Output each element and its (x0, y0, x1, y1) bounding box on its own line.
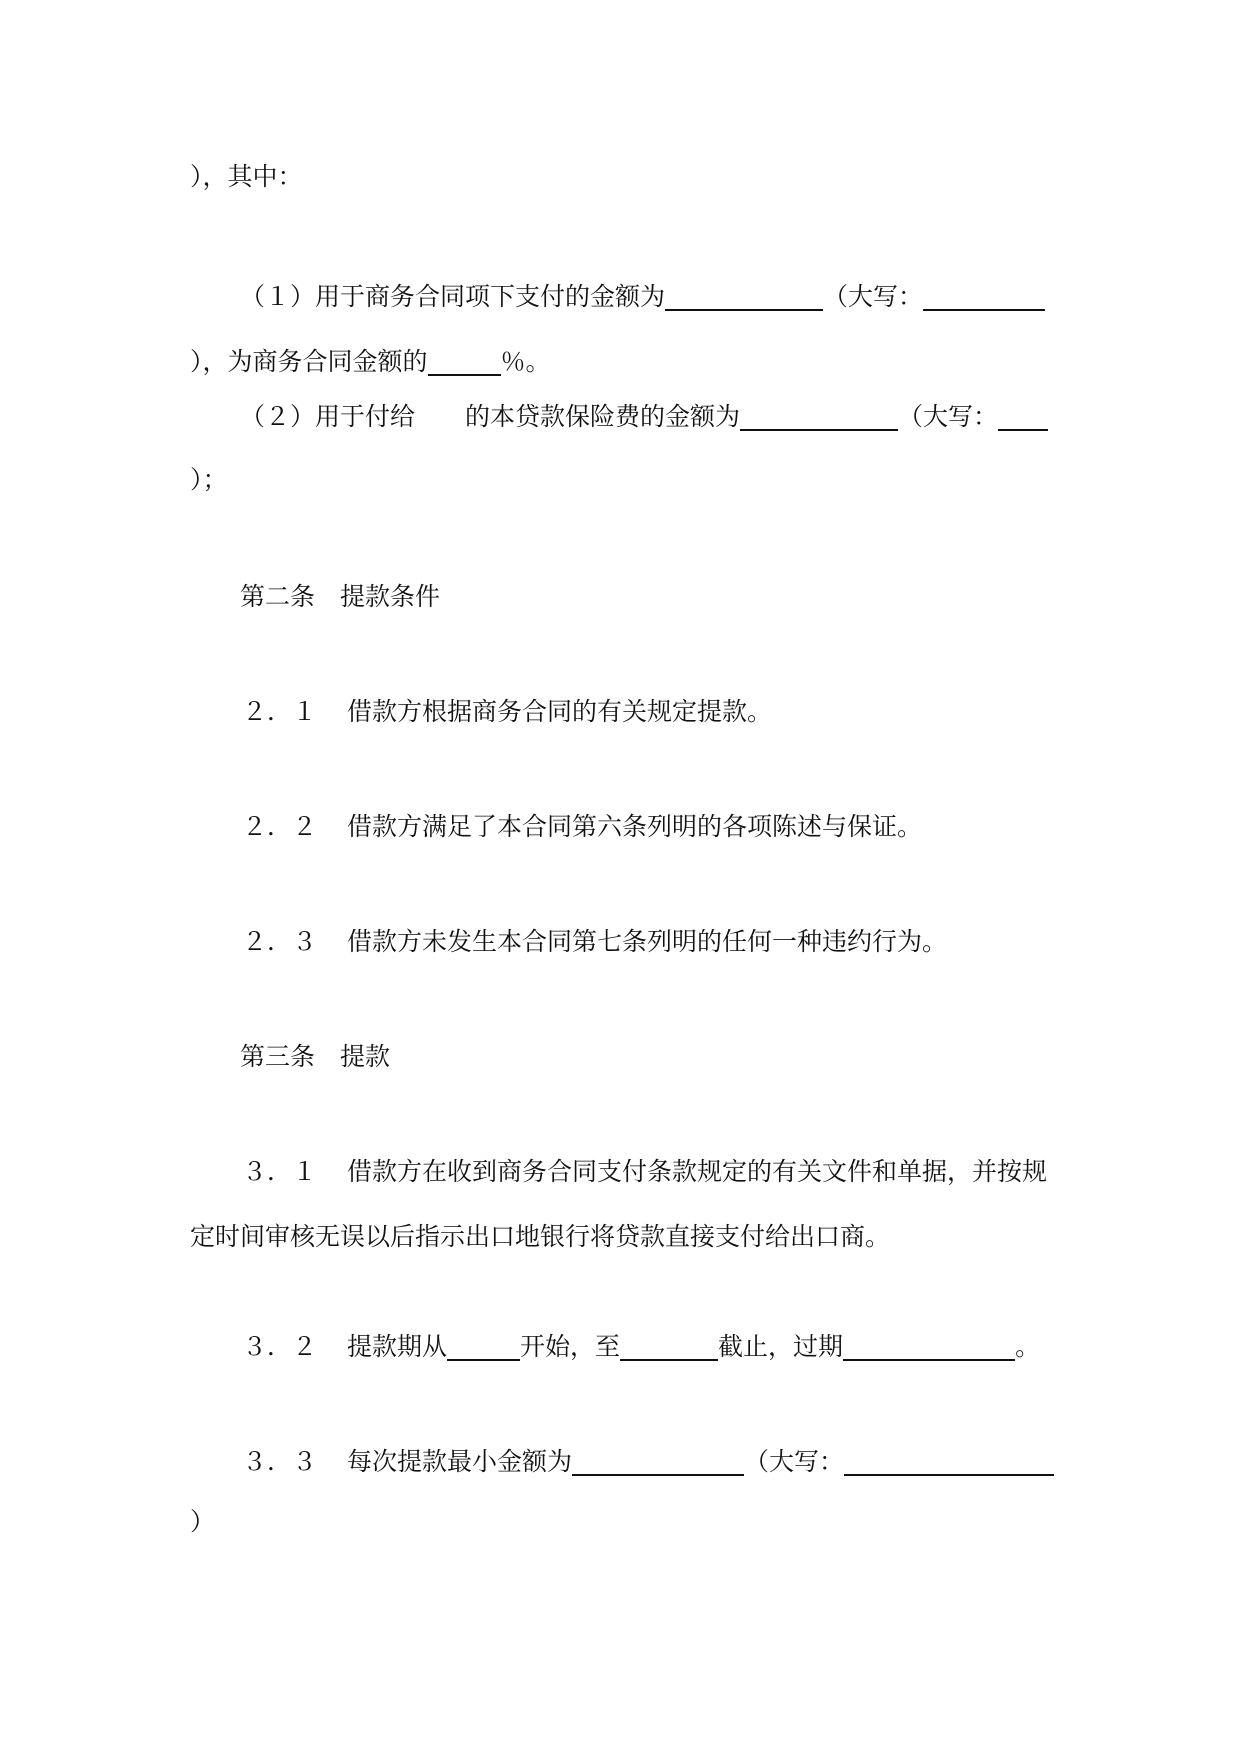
clause-2-3: ２．３ 借款方未发生本合同第七条列明的任何一种违约行为。 (242, 927, 948, 956)
clause-2-1: ２．１ 借款方根据商务合同的有关规定提款。 (242, 697, 773, 726)
min-amount-blank (572, 1448, 744, 1476)
amount-uppercase-blank (923, 283, 1045, 311)
clause-2-2: ２．２ 借款方满足了本合同第六条列明的各项陈述与保证。 (242, 812, 923, 841)
line-item-1-percentage: ），为商务合同金额的 ％。 (190, 347, 551, 376)
clause-3-2: ３．２ 提款期从 开始，至 截止，过期 。 (242, 1332, 1041, 1361)
percent-blank (428, 348, 501, 376)
article-2-heading: 第二条 提款条件 (240, 582, 441, 611)
clause-3-1: ３．１ 借款方在收到商务合同支付条款规定的有关文件和单据，并按规 (242, 1157, 1048, 1186)
line-item-1-commercial-amount: （１）用于商务合同项下支付的金额为 （大写： (240, 280, 1045, 314)
line-close-paren-semicolon: ）； (190, 465, 228, 494)
expiry-blank (843, 1333, 1015, 1361)
article-3-heading: 第三条 提款 (240, 1042, 391, 1071)
insurance-amount-blank (740, 403, 898, 431)
end-date-blank (620, 1333, 718, 1361)
line-item-2-insurance: （２）用于付给 的本贷款保险费的金额为 （大写： (240, 400, 1048, 434)
line-final-close-paren: ） (190, 1507, 216, 1536)
line-close-paren-among: ），其中： (190, 162, 303, 191)
clause-3-1-continued: 定时间审核无误以后指示出口地银行将贷款直接支付给出口商。 (190, 1222, 891, 1251)
insurance-uppercase-blank (998, 403, 1048, 431)
clause-3-3: ３．３ 每次提款最小金额为 （大写： (242, 1445, 1054, 1479)
amount-blank (665, 283, 823, 311)
start-date-blank (447, 1333, 520, 1361)
min-amount-uppercase-blank (844, 1448, 1054, 1476)
